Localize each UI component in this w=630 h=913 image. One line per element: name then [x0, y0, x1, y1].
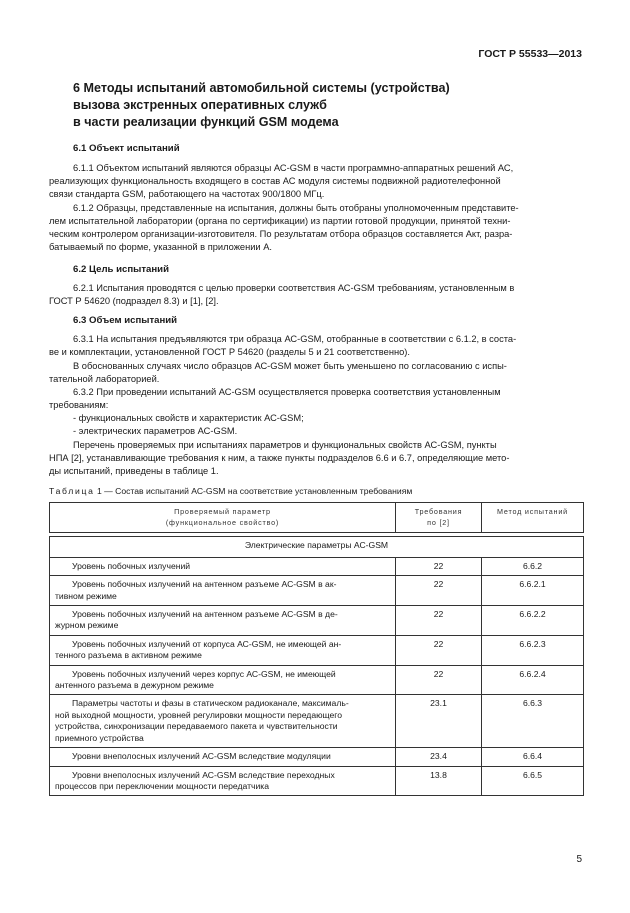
text-line: тательной лабораторией.	[49, 374, 160, 385]
table-row	[50, 606, 584, 636]
text-line: ды испытаний, приведены в таблице 1.	[49, 466, 219, 477]
section-title-line: в части реализации функций GSM модема	[73, 115, 339, 129]
parameter-line: Параметры частоты и фазы в статическом радиоканале, максималь-	[72, 698, 349, 709]
text-line: реализующих функциональность входящего в состав АС модуля системы подвижной радиотелефонной	[49, 176, 501, 187]
section-title-line: вызова экстренных оперативных служб	[73, 98, 327, 112]
paragraph-6-2-1	[49, 282, 581, 308]
paragraph-6-3-2	[49, 386, 581, 438]
parameter-line: Уровень побочных излучений от корпуса АС-GSM, не имеющей ан-	[72, 638, 342, 649]
text-line: 6.3.2 При проведении испытаний АС-GSM осуществляется проверка соответствия установленным	[73, 387, 501, 397]
text-line: 6.3.1 На испытания предъявляются три образца АС-GSM, отобранные в соответствии с 6.1.2, в соста-	[73, 334, 517, 344]
page-number: 5	[576, 854, 582, 865]
table-row	[50, 748, 584, 766]
requirement-cell: 23.4	[396, 748, 482, 766]
parameter-cell	[50, 557, 396, 575]
requirement-cell: 22	[396, 606, 482, 636]
parameter-cell	[50, 665, 396, 695]
text-line: НПА [2], устанавливающие требования к ним, а также пункты подразделов 6.6 и 6.7, определяющие мето-	[49, 453, 510, 464]
subsection-heading-6-3: 6.3 Объем испытаний	[73, 315, 178, 326]
text-line: 6.1.1 Объектом испытаний являются образцы АС-GSM в части программно-аппаратных решений АС,	[73, 163, 514, 173]
table-group-row	[50, 536, 584, 557]
parameter-cell	[50, 576, 396, 606]
text-line: Перечень проверяемых при испытаниях параметров и функциональных свойств АС-GSM, пункты	[73, 440, 497, 450]
parameter-cell	[50, 635, 396, 665]
method-cell: 6.6.2.2	[482, 606, 584, 636]
paragraph-6-1-2	[49, 202, 581, 254]
parameter-line: Уровни внеполосных излучений АС-GSM вследствие переходных	[72, 769, 335, 780]
parameter-line: Уровни внеполосных излучений АС-GSM вследствие модуляции	[72, 751, 331, 762]
table-row	[50, 695, 584, 748]
parameter-line: Уровень побочных излучений через корпус АС-GSM, не имеющей	[72, 668, 336, 679]
subsection-heading-6-1: 6.1 Объект испытаний	[73, 143, 180, 154]
column-header-requirements	[396, 503, 482, 533]
table-row	[50, 665, 584, 695]
parameter-line: устройства, синхронизации передаваемого пакета и чувствительности	[55, 721, 338, 732]
section-title	[73, 80, 573, 131]
method-cell: 6.6.2.1	[482, 576, 584, 606]
text-line: связи стандарта GSM, работающего на частотах 900/1800 МГц.	[49, 189, 325, 200]
header-line: (функциональное свойство)	[165, 518, 280, 528]
parameter-cell	[50, 766, 396, 796]
table-header-row	[50, 503, 584, 533]
parameter-cell	[50, 748, 396, 766]
parameter-cell	[50, 695, 396, 748]
text-line: лем испытательной лаборатории (органа по сертификации) из партии готовой продукции, принятой техни-	[49, 216, 511, 227]
method-cell: 6.6.2.3	[482, 635, 584, 665]
method-cell: 6.6.5	[482, 766, 584, 796]
method-cell: 6.6.2	[482, 557, 584, 575]
requirement-cell: 22	[396, 557, 482, 575]
column-header-parameter	[50, 503, 396, 533]
table-row	[50, 766, 584, 796]
table-row	[50, 576, 584, 606]
requirements-table	[49, 502, 584, 796]
paragraph-6-1-1	[49, 162, 581, 201]
requirement-cell: 22	[396, 576, 482, 606]
text-line: ческим контролером организации-изготовителя. По результатам отбора образцов составляется Акт, разра-	[49, 229, 513, 240]
table-caption	[49, 486, 412, 496]
paragraph-6-3-2-list-ref	[49, 439, 581, 478]
parameter-line: антенного разъема в дежурном режиме	[55, 680, 214, 691]
parameter-line: журном режиме	[55, 620, 119, 631]
header-line: по [2]	[427, 518, 450, 528]
requirement-cell: 22	[396, 665, 482, 695]
table-row	[50, 557, 584, 575]
text-line: ГОСТ Р 54620 (подраздел 8.3) и [1], [2].	[49, 296, 219, 307]
table-body	[50, 557, 584, 796]
text-line: батываемый по форме, указанной в приложении А.	[49, 242, 272, 253]
method-cell: 6.6.2.4	[482, 665, 584, 695]
list-item: - функциональных свойств и характеристик АС-GSM;	[73, 413, 304, 424]
standard-header: ГОСТ Р 55533—2013	[478, 48, 582, 60]
list-item: - электрических параметров АС-GSM.	[73, 426, 238, 437]
subsection-heading-6-2: 6.2 Цель испытаний	[73, 264, 169, 275]
text-line: требованиям:	[49, 400, 109, 411]
group-label: Электрические параметры АС-GSM	[50, 536, 584, 557]
method-cell: 6.6.3	[482, 695, 584, 748]
table-caption-text: 1 — Состав испытаний АС-GSM на соответствие установленным требованиям	[97, 486, 413, 496]
parameter-cell	[50, 606, 396, 636]
requirement-cell: 23.1	[396, 695, 482, 748]
parameter-line: Уровень побочных излучений	[72, 560, 191, 571]
column-header-method: Метод испытаний	[482, 503, 584, 533]
parameter-line: Уровень побочных излучений на антенном разъеме АС-GSM в ак-	[72, 579, 337, 590]
text-line: 6.2.1 Испытания проводятся с целью проверки соответствия АС-GSM требованиям, установленным в	[73, 283, 515, 293]
parameter-line: Уровень побочных излучений на антенном разъеме АС-GSM в де-	[72, 609, 338, 620]
requirement-cell: 22	[396, 635, 482, 665]
section-title-line: 6 Методы испытаний автомобильной системы (устройства)	[73, 81, 450, 95]
parameter-line: тивном режиме	[55, 590, 117, 601]
header-line: Требования	[414, 507, 463, 516]
parameter-line: тенного разъема в активном режиме	[55, 650, 202, 661]
text-line: В обоснованных случаях число образцов АС-GSM может быть уменьшено по согласованию с испы-	[73, 361, 507, 371]
table-row	[50, 635, 584, 665]
header-line: Проверяемый параметр	[174, 507, 271, 516]
text-line: ве и комплектации, установленной ГОСТ Р 54620 (разделы 5 и 21 соответственно).	[49, 347, 410, 358]
table-caption-word: Таблица	[49, 486, 95, 496]
paragraph-6-3-1	[49, 333, 581, 359]
parameter-line: приемного устройства	[55, 732, 144, 743]
text-line: 6.1.2 Образцы, представленные на испытания, должны быть отобраны уполномоченным представите-	[73, 203, 519, 213]
parameter-line: ной выходной мощности, уровней регулировки мощности передающего	[55, 709, 343, 720]
paragraph-6-3-1-note	[49, 360, 581, 386]
requirement-cell: 13.8	[396, 766, 482, 796]
parameter-line: процессов при переключении мощности передатчика	[55, 780, 270, 791]
method-cell: 6.6.4	[482, 748, 584, 766]
